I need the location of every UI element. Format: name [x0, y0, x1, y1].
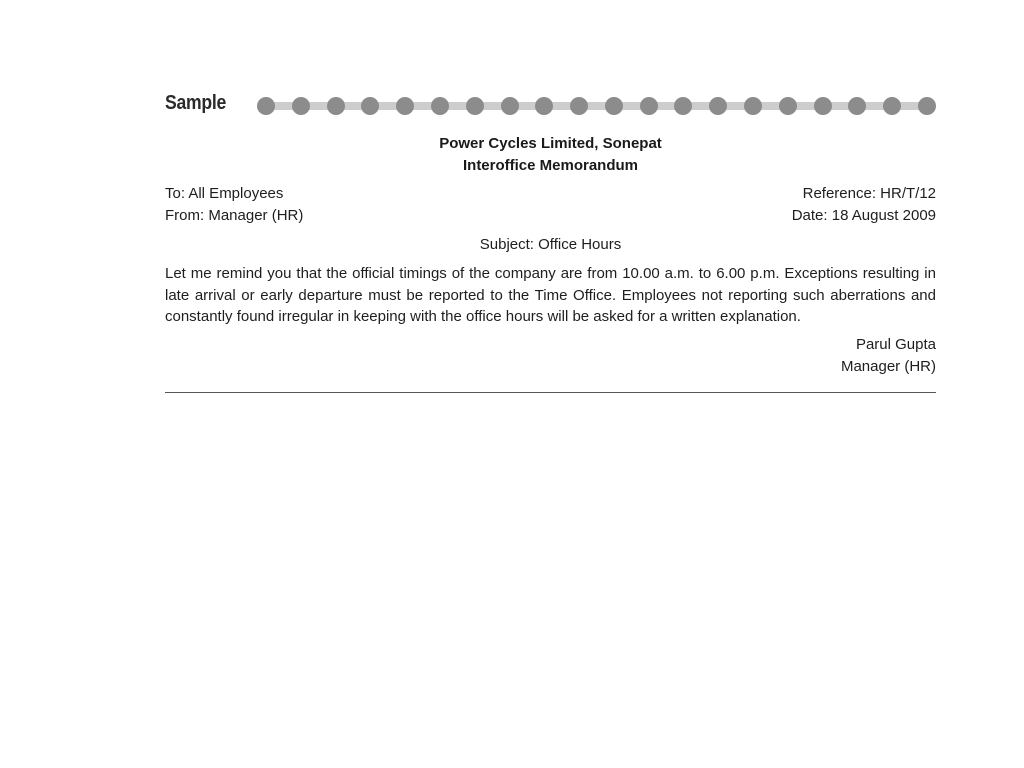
- bar-dot: [640, 97, 658, 115]
- bar-dot: [779, 97, 797, 115]
- bar-dot: [814, 97, 832, 115]
- bar-dot: [605, 97, 623, 115]
- dot-bar-track: [259, 102, 934, 110]
- memo-addressing: [165, 183, 303, 227]
- bar-dot: [709, 97, 727, 115]
- signer-title: Manager (HR): [840, 357, 936, 375]
- memo-reference-block: [792, 183, 936, 227]
- bar-dot: [396, 97, 414, 115]
- memo-page: [165, 90, 936, 393]
- memo-from: From: Manager (HR): [165, 207, 304, 224]
- company-name: Power Cycles Limited, Sonepat: [439, 135, 662, 152]
- sample-title: Sample: [165, 92, 227, 114]
- bar-dot: [535, 97, 553, 115]
- bar-dot: [361, 97, 379, 115]
- memo-meta: [165, 183, 936, 227]
- bar-dot: [327, 97, 345, 115]
- bar-dot: [883, 97, 901, 115]
- memo-date: Date: 18 August 2009: [791, 207, 936, 224]
- dot-bar-decoration: [257, 97, 936, 115]
- memo-body: Let me remind you that the official timings of the company are from 10.00 a.m. to 6.00 p.m. Exceptions resulting in late arrival or early departure must be reported to the Time Office. Employees not reporting such aberrations and constantly found irregular in keeping with the office hours will be asked for a written explanation.: [165, 265, 936, 325]
- bar-dot: [431, 97, 449, 115]
- bottom-rule: [165, 392, 936, 393]
- bar-dot: [501, 97, 519, 115]
- bar-dot: [466, 97, 484, 115]
- memo-subject: Subject: Office Hours: [479, 236, 622, 253]
- bar-dot: [918, 97, 936, 115]
- bar-dot: [674, 97, 692, 115]
- signer-name: Parul Gupta: [855, 335, 936, 353]
- memo-reference: Reference: HR/T/12: [802, 185, 936, 202]
- memo-type: Interoffice Memorandum: [462, 157, 639, 174]
- bar-dot: [257, 97, 275, 115]
- sample-header: [165, 90, 936, 124]
- bar-dot: [292, 97, 310, 115]
- bar-dot: [744, 97, 762, 115]
- memo-signature: [165, 334, 936, 378]
- memo-to: To: All Employees: [165, 185, 284, 202]
- memo-heading: [165, 133, 936, 177]
- bar-dot: [570, 97, 588, 115]
- bar-dot: [848, 97, 866, 115]
